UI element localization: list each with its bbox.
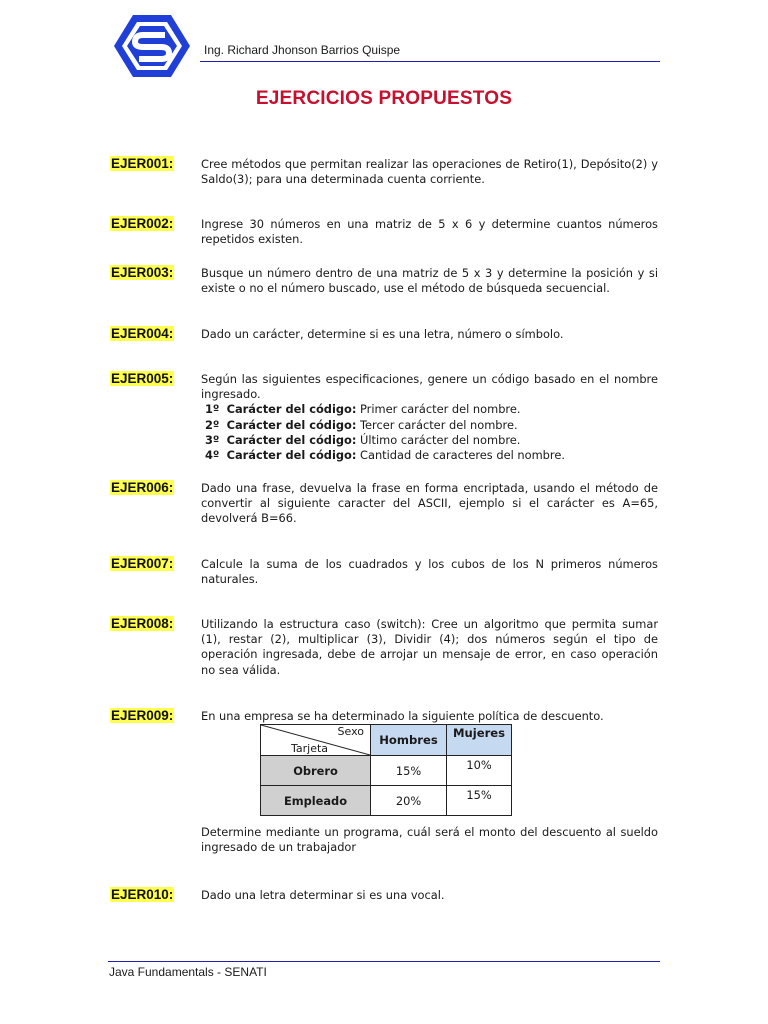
table-row: [261, 756, 512, 786]
exercise-text: Dado una frase, devuelva la frase en forma encriptada, usando el método de convertir al siguiente caracter del ASCII, ejemplo si el carácter es A=65, devolverá B=66.: [201, 481, 658, 526]
column-header: Hombres: [371, 725, 447, 756]
spec-item: 2º Carácter del código: Tercer carácter del nombre.: [205, 417, 518, 432]
table-corner-cell: [261, 725, 371, 756]
exercise-text: [201, 372, 658, 463]
corner-label-tarjeta: Tarjeta: [291, 742, 329, 755]
exercise-text: Dado una letra determinar si es una vocal.: [201, 888, 445, 902]
exercise-label: EJER003:: [111, 265, 174, 280]
table-cell: 15%: [447, 786, 512, 816]
exercise-label: EJER001:: [111, 156, 174, 171]
table-cell: 20%: [371, 786, 447, 816]
footer-divider: [108, 961, 660, 962]
exercise-label: EJER002:: [111, 216, 174, 231]
spec-item: 1º Carácter del código: Primer carácter del nombre.: [205, 402, 521, 417]
company-logo: [113, 13, 191, 79]
exercise-text: Ingrese 30 números en una matriz de 5 x 6 y determine cuantos números repetidos existen.: [201, 217, 658, 247]
corner-label-sexo: Sexo: [337, 725, 364, 738]
footer-text: Java Fundamentals - SENATI: [109, 965, 267, 979]
exercise-text: Cree métodos que permitan realizar las operaciones de Retiro(1), Depósito(2) y Saldo(3); para una determinada cuenta corriente.: [201, 157, 658, 187]
table-row: [261, 786, 512, 816]
exercise-label: EJER010:: [111, 887, 174, 902]
header-divider: [200, 61, 660, 62]
column-header: Mujeres: [447, 725, 512, 756]
exercise-label: EJER006:: [111, 480, 174, 495]
row-header: Obrero: [261, 756, 371, 786]
page-title: EJERCICIOS PROPUESTOS: [255, 88, 513, 109]
spec-item: 3º Carácter del código: Último carácter del nombre.: [205, 432, 521, 447]
exercise-label: EJER004:: [111, 326, 174, 341]
spec-item: 4º Carácter del código: Cantidad de caracteres del nombre.: [205, 448, 565, 463]
author-name: Ing. Richard Jhonson Barrios Quispe: [204, 43, 401, 57]
exercise-label: EJER008:: [111, 616, 174, 631]
exercise-text: Utilizando la estructura caso (switch): Cree un algoritmo que permita sumar (1), restar (2), multiplicar (3), Dividir (4); dos números según el tipo de operación ingresada, debe de arrojar un mensaje de error, en caso operación no sea válida.: [201, 617, 658, 677]
exercise-label: EJER007:: [111, 556, 174, 571]
row-header: Empleado: [261, 786, 371, 816]
exercise-followup-text: Determine mediante un programa, cuál será el monto del descuento al sueldo ingresado de un trabajador: [201, 825, 658, 855]
table-cell: 10%: [447, 756, 512, 786]
table-cell: 15%: [371, 756, 447, 786]
exercise-text: Dado un carácter, determine si es una letra, número o símbolo.: [201, 327, 564, 341]
exercise-text: Busque un número dentro de una matriz de 5 x 3 y determine la posición y si existe o no el número buscado, use el método de búsqueda secuencial.: [201, 266, 658, 296]
exercise-intro: Según las siguientes especificaciones, genere un código basado en el nombre ingresado.: [201, 372, 658, 402]
discount-table: [260, 724, 512, 816]
exercise-label: EJER009:: [111, 708, 174, 723]
exercise-text: En una empresa se ha determinado la siguiente política de descuento.: [201, 709, 604, 723]
exercise-label: EJER005:: [111, 371, 174, 386]
exercise-text: Calcule la suma de los cuadrados y los cubos de los N primeros números naturales.: [201, 557, 658, 587]
